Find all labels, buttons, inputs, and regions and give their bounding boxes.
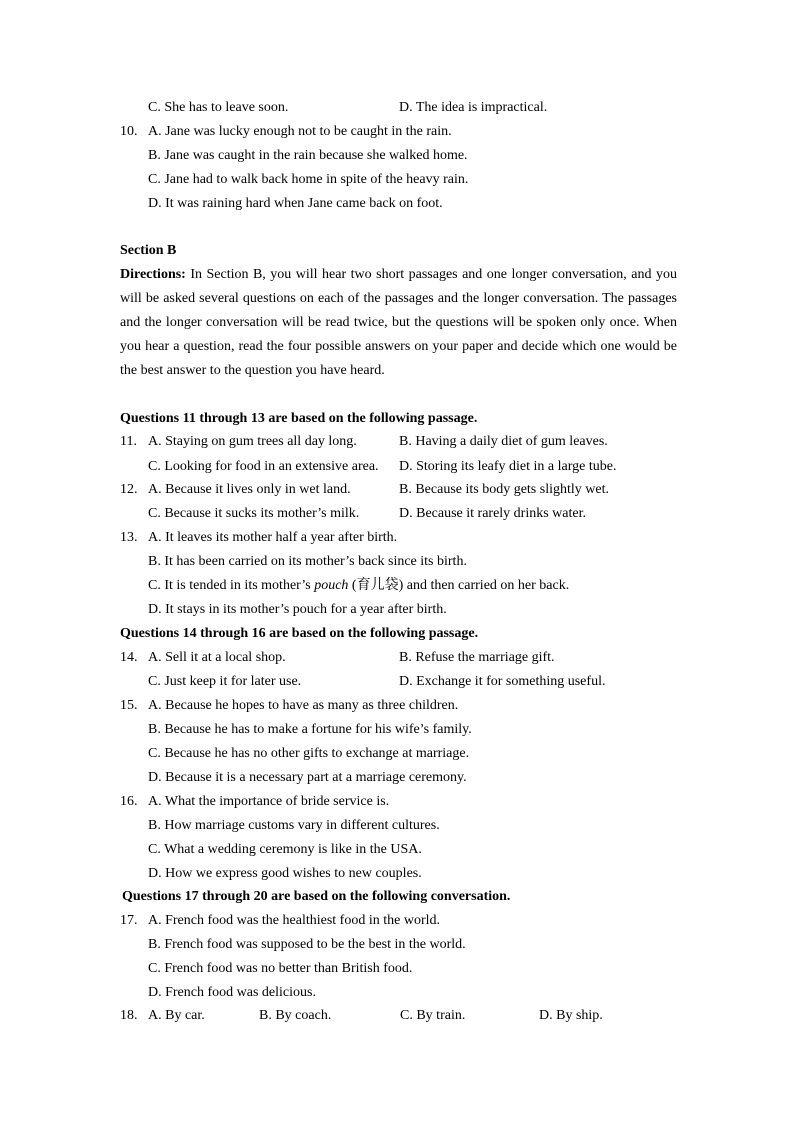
answer-option: D. Exchange it for something useful. xyxy=(399,674,606,689)
italic-term: pouch xyxy=(314,578,349,593)
question-number: 13. xyxy=(120,530,138,545)
answer-option: A. Because it lives only in wet land. xyxy=(148,482,351,497)
answer-option: D. How we express good wishes to new couples. xyxy=(148,866,422,881)
answer-option: D. French food was delicious. xyxy=(148,985,316,1000)
answer-option: C. Looking for food in an extensive area. xyxy=(148,459,379,474)
answer-option: B. How marriage customs vary in different cultures. xyxy=(148,818,440,833)
answer-option: B. It has been carried on its mother’s back since its birth. xyxy=(148,554,467,569)
answer-option: A. Jane was lucky enough not to be caught in the rain. xyxy=(148,124,452,139)
group-heading: Questions 17 through 20 are based on the following conversation. xyxy=(122,889,511,904)
answer-option: D. Because it is a necessary part at a marriage ceremony. xyxy=(148,770,467,785)
answer-option: C. Because he has no other gifts to exchange at marriage. xyxy=(148,746,470,761)
answer-option: B. French food was supposed to be the best in the world. xyxy=(148,937,466,952)
answer-option: C. Jane had to walk back home in spite of the heavy rain. xyxy=(148,172,469,187)
question-number: 18. xyxy=(120,1008,138,1023)
answer-option: D. The idea is impractical. xyxy=(399,100,548,115)
answer-option xyxy=(148,574,569,598)
question-number: 11. xyxy=(120,434,137,449)
answer-option: A. It leaves its mother half a year after birth. xyxy=(148,530,398,545)
question-number: 12. xyxy=(120,482,138,497)
question-number: 17. xyxy=(120,913,138,928)
answer-option: B. By coach. xyxy=(259,1008,332,1023)
answer-option: C. What a wedding ceremony is like in the USA. xyxy=(148,842,422,857)
answer-option: D. Storing its leafy diet in a large tube. xyxy=(399,459,617,474)
question-number: 10. xyxy=(120,124,138,139)
answer-option: C. French food was no better than British food. xyxy=(148,961,413,976)
answer-option: A. What the importance of bride service is. xyxy=(148,794,390,809)
directions-label: Directions: xyxy=(120,267,186,282)
answer-option: B. Because he has to make a fortune for his wife’s family. xyxy=(148,722,472,737)
answer-option: C. Because it sucks its mother’s milk. xyxy=(148,506,360,521)
group-heading: Questions 11 through 13 are based on the following passage. xyxy=(120,411,478,426)
directions-line: you hear a question, read the four possible answers on your paper and decide which one would be xyxy=(120,339,677,354)
question-number: 14. xyxy=(120,650,138,665)
question-number: 15. xyxy=(120,698,138,713)
answer-option: B. Jane was caught in the rain because she walked home. xyxy=(148,148,468,163)
directions-line xyxy=(120,263,677,287)
answer-option: B. Having a daily diet of gum leaves. xyxy=(399,434,608,449)
answer-option: B. Because its body gets slightly wet. xyxy=(399,482,609,497)
directions-line: will be asked several questions on each of the passages and the longer conversation. The passages xyxy=(120,291,677,306)
option-text: (育儿袋) and then carried on her back. xyxy=(348,578,570,593)
section-heading: Section B xyxy=(120,243,177,258)
group-heading: Questions 14 through 16 are based on the following passage. xyxy=(120,626,479,641)
directions-line: the best answer to the question you have heard. xyxy=(120,363,385,378)
answer-option: C. By train. xyxy=(400,1008,466,1023)
answer-option: C. She has to leave soon. xyxy=(148,100,289,115)
option-text: C. It is tended in its mother’s xyxy=(148,578,315,593)
answer-option: A. Sell it at a local shop. xyxy=(148,650,286,665)
question-number: 16. xyxy=(120,794,138,809)
answer-option: A. French food was the healthiest food in the world. xyxy=(148,913,440,928)
directions-line: and the longer conversation will be read twice, but the questions will be spoken only once. When xyxy=(120,315,677,330)
answer-option: D. It was raining hard when Jane came back on foot. xyxy=(148,196,443,211)
answer-option: C. Just keep it for later use. xyxy=(148,674,302,689)
directions-text: In Section B, you will hear two short passages and one longer conversation, and you xyxy=(185,267,677,282)
answer-option: A. Staying on gum trees all day long. xyxy=(148,434,357,449)
answer-option: D. By ship. xyxy=(539,1008,603,1023)
answer-option: D. Because it rarely drinks water. xyxy=(399,506,586,521)
answer-option: D. It stays in its mother’s pouch for a year after birth. xyxy=(148,602,447,617)
answer-option: A. By car. xyxy=(148,1008,205,1023)
answer-option: A. Because he hopes to have as many as three children. xyxy=(148,698,459,713)
answer-option: B. Refuse the marriage gift. xyxy=(399,650,555,665)
